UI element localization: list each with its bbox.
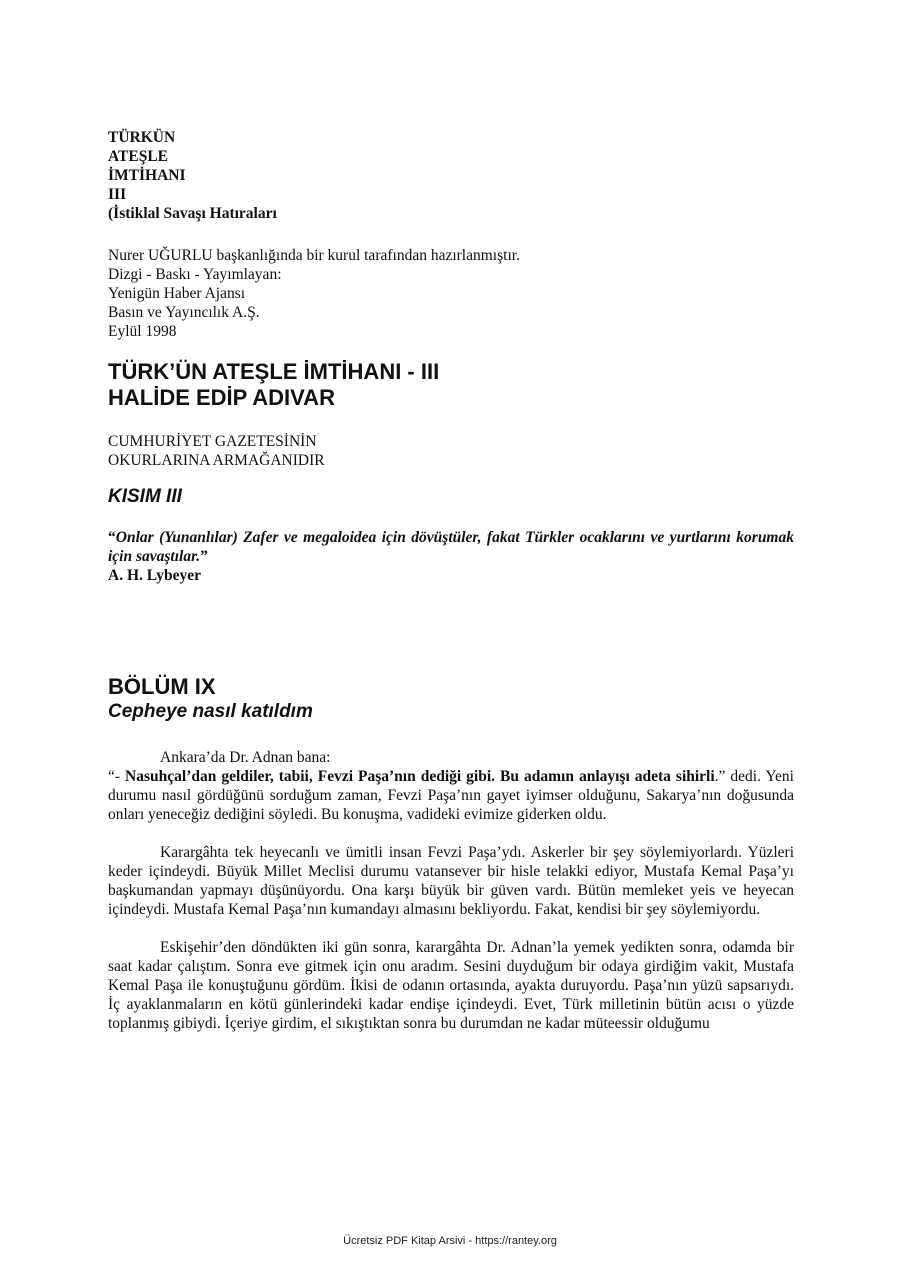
chapter-subtitle: Cepheye nasıl katıldım xyxy=(108,701,313,722)
paragraph xyxy=(108,767,794,824)
quoted-speech: Nasuhçal’dan geldiler, tabii, Fevzi Paşa’nın dediği gibi. Bu adamın anlayışı adeta sihirli xyxy=(125,768,715,785)
dedication xyxy=(108,432,794,470)
epigraph-open-quote: “ xyxy=(108,529,116,546)
front-title-line: TÜRKÜN xyxy=(108,129,176,146)
paragraph-intro: Ankara’da Dr. Adnan bana: xyxy=(160,749,331,766)
front-title-block xyxy=(108,128,794,223)
epigraph xyxy=(108,528,794,585)
publication-line: Basın ve Yayıncılık A.Ş. xyxy=(108,304,260,321)
epigraph-close-quote: ” xyxy=(200,548,208,565)
chapter-heading xyxy=(108,674,794,724)
epigraph-text: Onlar (Yunanlılar) Zafer ve megaloidea için dövüştüler, fakat Türkler ocaklarını ve yurtlarını korumak için savaştılar. xyxy=(108,529,794,565)
publication-info xyxy=(108,246,794,341)
chapter-body xyxy=(108,748,794,1033)
quote-open: “- xyxy=(108,768,126,785)
epigraph-author: A. H. Lybeyer xyxy=(108,567,201,584)
front-title-line: ATEŞLE xyxy=(108,148,169,165)
book-title: TÜRK’ÜN ATEŞLE İMTİHANI - III xyxy=(108,359,440,384)
dedication-line: OKURLARINA ARMAĞANIDIR xyxy=(108,452,325,469)
part-heading: KISIM III xyxy=(108,486,182,507)
author-name: HALİDE EDİP ADIVAR xyxy=(108,385,335,410)
paragraph-text: Yeni durumu nasıl gördüğünü sorduğum zaman, Fevzi Paşa’nın gayet iyimser olduğunu, Sakarya’nın doğusunda onları yeneceğiz dediğini söyledi. Bu konuşma, vadideki evimize giderken oldu. xyxy=(108,768,794,823)
publication-line: Dizgi - Baskı - Yayımlayan: xyxy=(108,266,282,283)
paragraph: Karargâhta tek heyecanlı ve ümitli insan Fevzi Paşa’ydı. Askerler bir şey söylemiyorlardı. Yüzleri keder içindeydi. Büyük Millet Meclisi durumu vatansever bir hisle telakki ediyor, Mustafa Kemal Paşa’yı başkumandan yapmayı düşünüyordu. Ona karşı büyük bir güven vardı. Bütün memleket yeis ve heyecan içindeydi. Mustafa Kemal Paşa’nın kumandayı almasını bekliyordu. Fakat, kendisi bir şey söylemiyordu. xyxy=(108,844,794,918)
front-title-line: III xyxy=(108,186,127,203)
publication-line: Nurer UĞURLU başkanlığında bir kurul tarafından hazırlanmıştır. xyxy=(108,247,520,264)
front-title-line: İMTİHANI xyxy=(108,167,186,184)
quote-close: .” dedi. xyxy=(714,768,761,785)
chapter-number: BÖLÜM IX xyxy=(108,674,216,699)
document-page xyxy=(108,128,794,1033)
main-title xyxy=(108,359,794,411)
dedication-line: CUMHURİYET GAZETESİNİN xyxy=(108,433,317,450)
publication-line: Eylül 1998 xyxy=(108,323,177,340)
footer-text: Ücretsiz PDF Kitap Arsivi - https://rantey.org xyxy=(343,1235,557,1247)
publication-line: Yenigün Haber Ajansı xyxy=(108,285,246,302)
front-title-line: (İstiklal Savaşı Hatıraları xyxy=(108,205,277,222)
paragraph: Eskişehir’den döndükten iki gün sonra, karargâhta Dr. Adnan’la yemek yedikten sonra, odamda bir saat kadar çalıştım. Sonra eve gitmek için onu aradım. Sesini duyduğum bir odaya girdiğim vakit, Mustafa Kemal Paşa ile konuştuğunu gördüm. İkisi de odanın ortasında, ayakta duruyordu. Paşa’nın yüzü sapsarıydı. İç ayaklanmaların en kötü günlerindeki kadar endişe içindeydi. Evet, Türk milletinin bütün acısı o yüzde toplanmış gibiydi. İçeriye girdim, el sıkıştıktan sonra bu durumdan ne kadar müteessir olduğumu xyxy=(108,939,794,1032)
